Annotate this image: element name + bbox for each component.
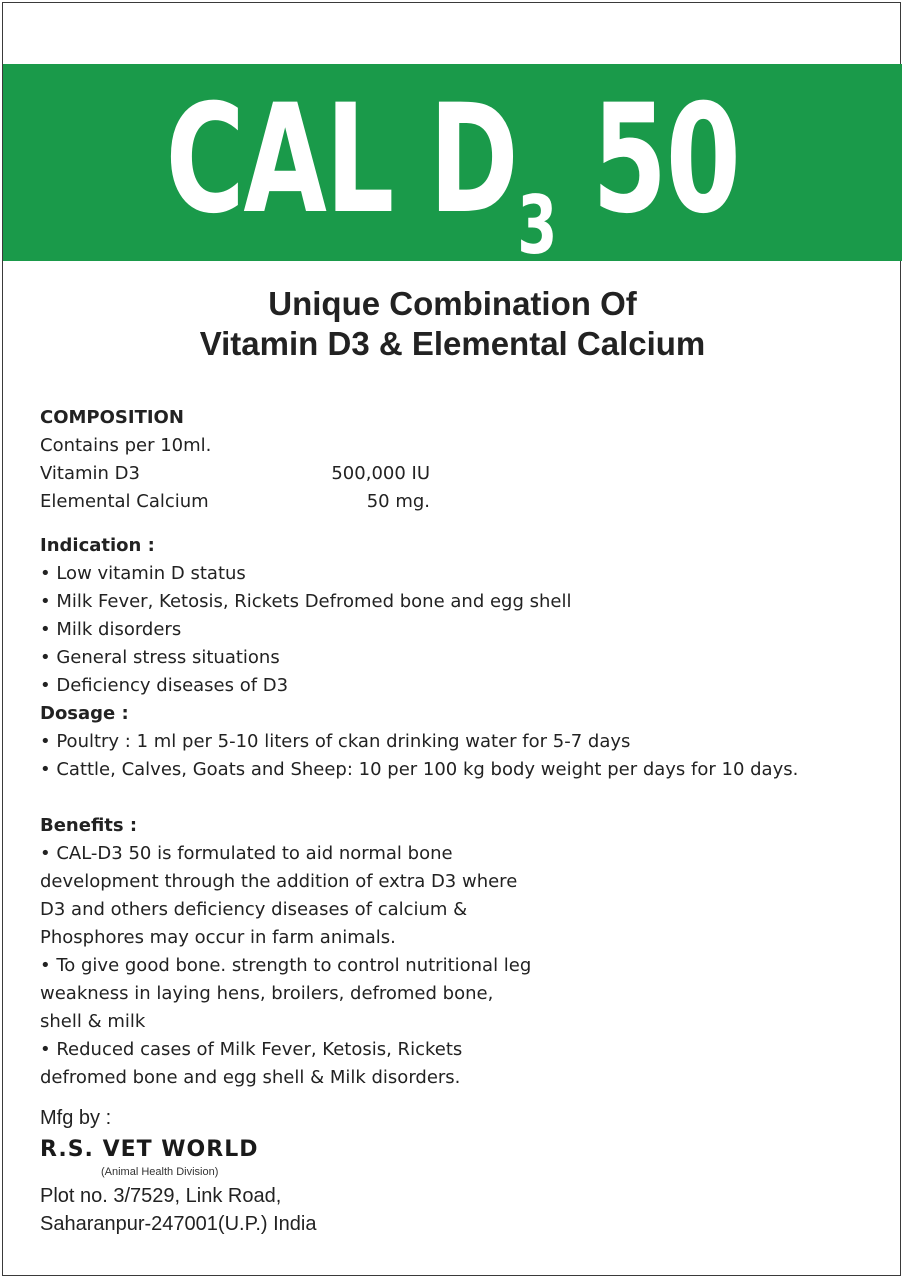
composition-heading: COMPOSITION (40, 407, 184, 428)
benefits-line: shell & milk (40, 1011, 146, 1032)
composition-value: 500,000 IU (331, 463, 430, 484)
product-name: CAL $D_3$ 50 (165, 73, 740, 272)
subscript-three: 3 (517, 179, 556, 272)
composition-name: Vitamin D3 (40, 463, 140, 484)
address-line1: Plot no. 3/7529, Link Road, (40, 1185, 282, 1207)
benefits-line: Phosphores may occur in farm animals. (40, 927, 396, 948)
composition-value: 50 mg. (366, 491, 430, 512)
benefits-line: defromed bone and egg shell & Milk disorders. (40, 1067, 461, 1088)
benefits-line: • To give good bone. strength to control nutritional leg (40, 955, 532, 976)
composition-row (40, 460, 140, 488)
composition-intro: Contains per 10ml. (40, 435, 212, 456)
dosage-heading: Dosage : (40, 703, 129, 724)
benefits-line: weakness in laying hens, broilers, defromed bone, (40, 983, 494, 1004)
dosage-item: • Cattle, Calves, Goats and Sheep: 10 per 100 kg body weight per days for 10 days. (40, 759, 799, 780)
indication-item: • Milk disorders (40, 619, 182, 640)
benefits-line: • Reduced cases of Milk Fever, Ketosis, Rickets (40, 1039, 463, 1060)
brand-banner (3, 64, 902, 272)
benefits-line: D3 and others deficiency diseases of calcium & (40, 899, 468, 920)
indication-heading: Indication : (40, 535, 155, 556)
indication-item: • Deficiency diseases of D3 (40, 675, 289, 696)
composition-name: Elemental Calcium (40, 491, 209, 512)
address-line2: Saharanpur-247001(U.P.) India (40, 1213, 317, 1235)
company-name: R.S. VET WORLD (40, 1137, 259, 1162)
benefits-heading: Benefits : (40, 815, 138, 836)
mfg-label: Mfg by : (40, 1107, 112, 1129)
benefits-line: • CAL-D3 50 is formulated to aid normal bone (40, 843, 453, 864)
composition-row (40, 488, 209, 516)
indication-item: • General stress situations (40, 647, 280, 668)
headline-line1: Unique Combination Of (268, 285, 637, 322)
indication-item: • Milk Fever, Ketosis, Rickets Defromed bone and egg shell (40, 591, 572, 612)
company-division: (Animal Health Division) (101, 1166, 219, 1178)
dosage-item: • Poultry : 1 ml per 5-10 liters of ckan drinking water for 5-7 days (40, 731, 631, 752)
benefits-line: development through the addition of extra D3 where (40, 871, 518, 892)
headline-line2: Vitamin D3 & Elemental Calcium (199, 325, 706, 362)
indication-item: • Low vitamin D status (40, 563, 246, 584)
